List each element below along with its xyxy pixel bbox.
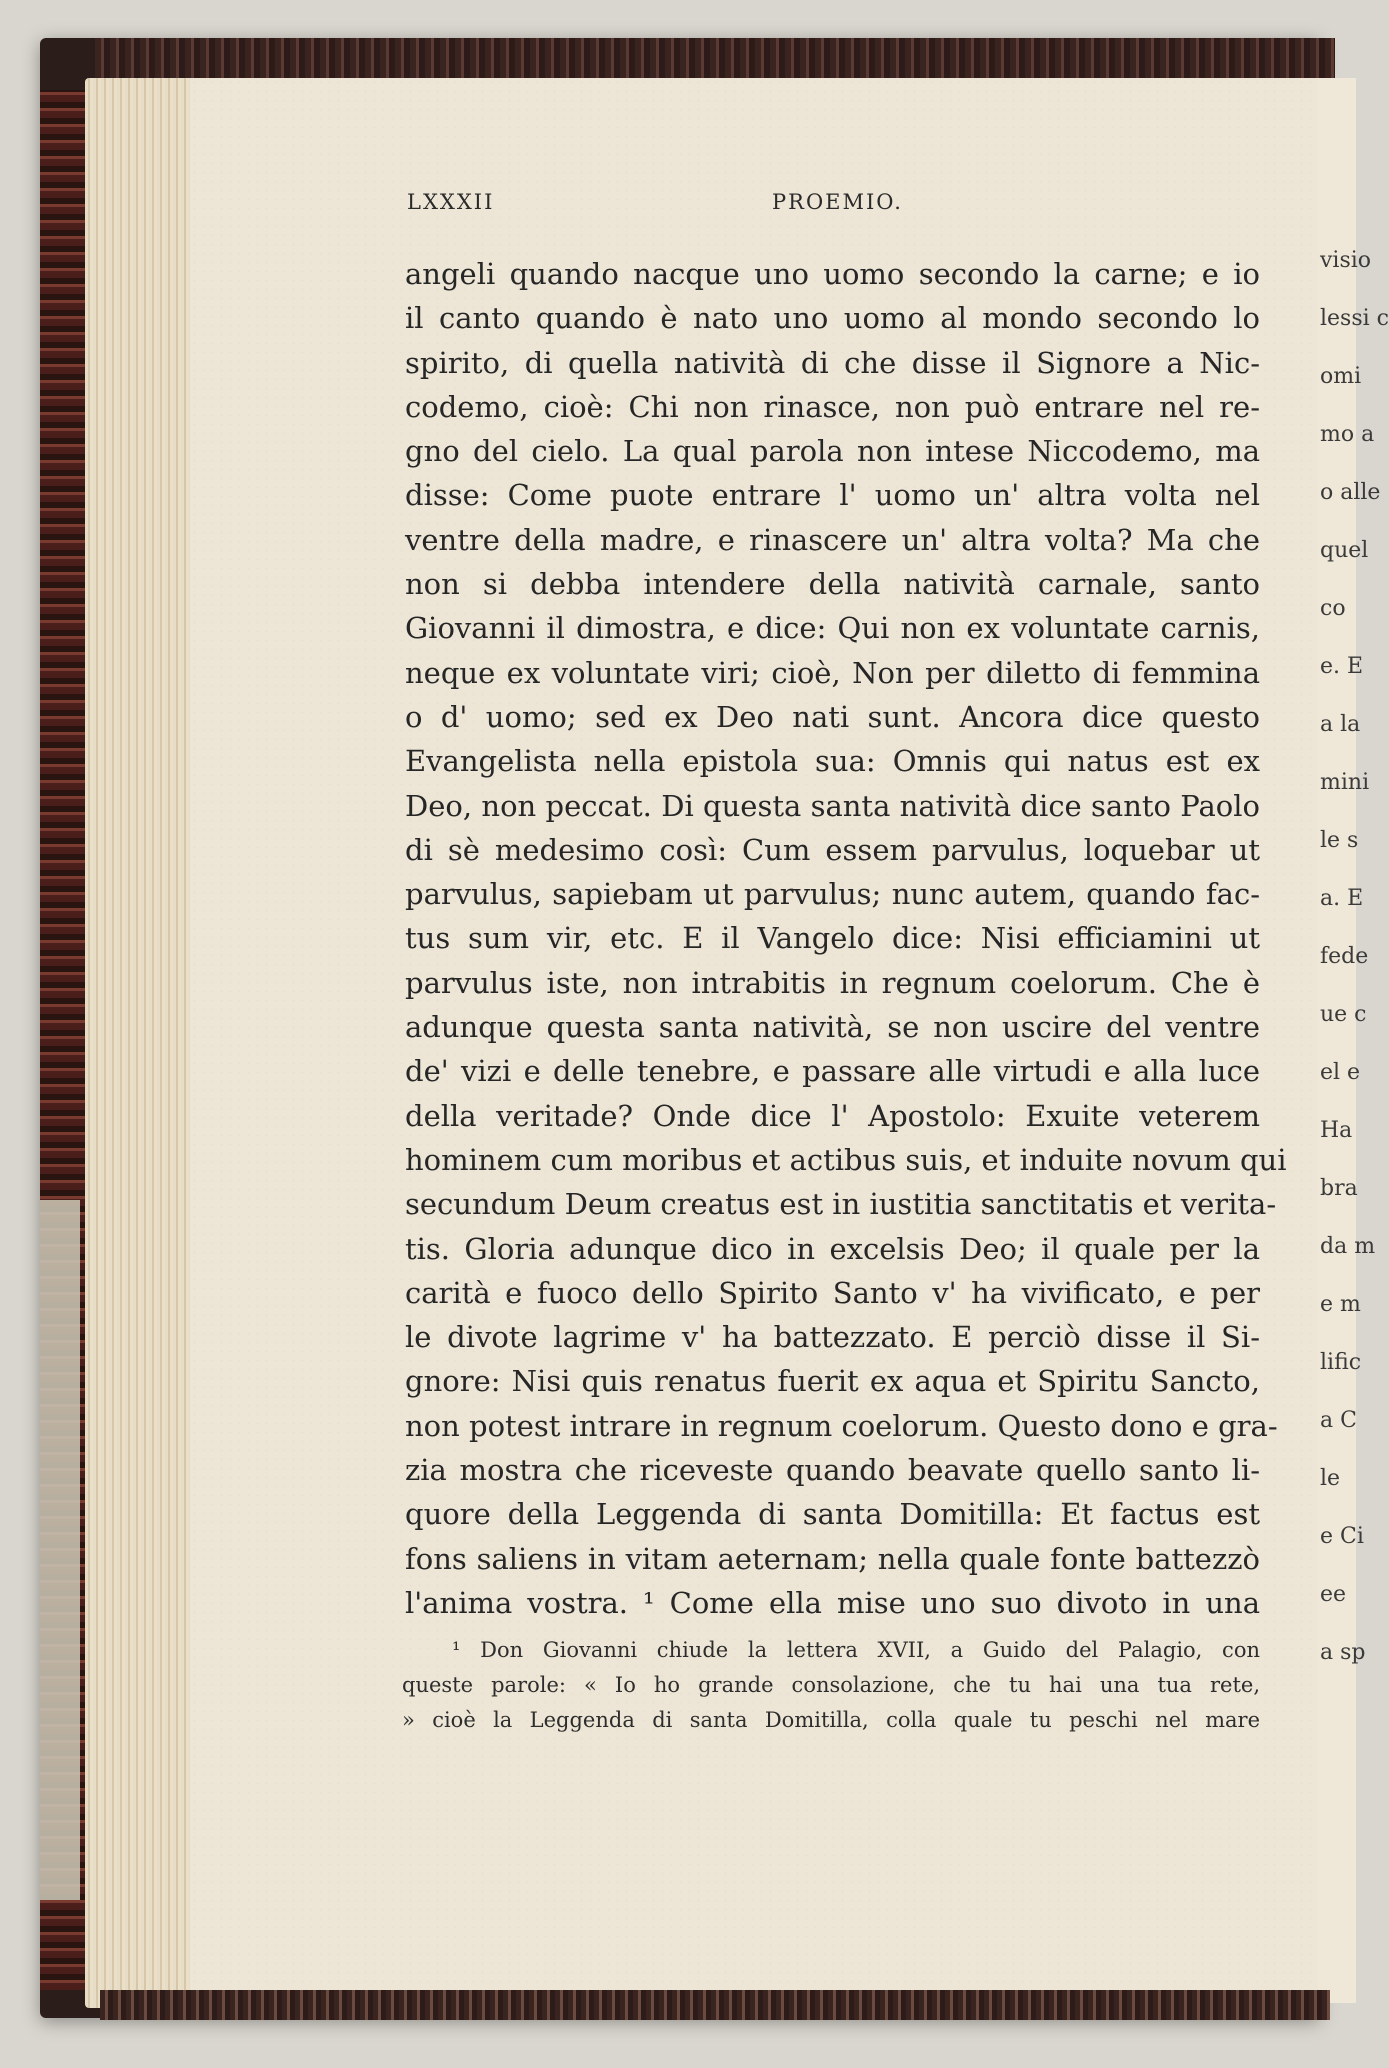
next-page-fragment: mini <box>1320 770 1370 795</box>
next-page-fragment: omi <box>1320 364 1362 389</box>
text-line: neque ex voluntate viri; cioè, Non per diletto di femmina <box>405 655 1260 690</box>
next-page-fragment: da m <box>1320 1234 1376 1259</box>
next-page-fragment: ue c <box>1320 1002 1367 1027</box>
body-text <box>405 252 1287 1625</box>
page-number: LXXXII <box>407 190 495 214</box>
text-line: non si debba intendere della natività carnale, santo <box>405 567 1260 602</box>
next-page-sliver <box>1318 78 1389 2003</box>
next-page-fragment: mo a <box>1320 422 1375 447</box>
running-title: PROEMIO. <box>772 190 903 214</box>
text-line: il canto quando è nato uno uomo al mondo secondo lo <box>405 301 1260 336</box>
next-page-fragment: e m <box>1320 1292 1361 1317</box>
text-line: o d' uomo; sed ex Deo nati sunt. Ancora dice questo <box>405 699 1260 734</box>
text-line: de' vizi e delle tenebre, e passare alle virtudi e alla luce <box>405 1054 1260 1089</box>
cover-bottom-edge <box>100 1990 1330 2020</box>
next-page-fragment: le <box>1320 1466 1341 1491</box>
text-line: parvulus, sapiebam ut parvulus; nunc autem, quando fac- <box>405 877 1260 912</box>
next-page-fragment: a sp <box>1320 1640 1366 1665</box>
next-page-fragment: a. E <box>1320 886 1364 911</box>
text-line: Giovanni il dimostra, e dice: Qui non ex voluntate carnis, <box>405 611 1260 646</box>
text-line: zia mostra che riceveste quando beavate quello santo li- <box>405 1453 1260 1488</box>
next-page-fragment: quel <box>1320 538 1369 563</box>
text-line: fons saliens in vitam aeternam; nella quale fonte battezzò <box>405 1541 1260 1576</box>
next-page-fragment: Ha <box>1320 1118 1353 1143</box>
next-page-fragment: e. E <box>1320 654 1364 679</box>
text-line: ventre della madre, e rinascere un' altra volta? Ma che <box>405 522 1260 557</box>
next-page-fragment: ee <box>1320 1582 1347 1607</box>
next-page-fragment: fede <box>1320 944 1369 969</box>
next-page-fragment: o alle <box>1320 480 1381 505</box>
text-line: quore della Leggenda di santa Domitilla: Et factus est <box>405 1497 1260 1532</box>
text-line: angeli quando nacque uno uomo secondo la carne; e io <box>405 257 1260 291</box>
text-line: carità e fuoco dello Spirito Santo v' ha vivificato, e per <box>405 1275 1260 1310</box>
next-page-fragment: el e <box>1320 1060 1361 1085</box>
text-line: l'anima vostra. ¹ Come ella mise uno suo divoto in una <box>405 1585 1260 1620</box>
text-line: disse: Come puote entrare l' uomo un' altra volta nel <box>405 478 1260 513</box>
text-line: tus sum vir, etc. E il Vangelo dice: Nisi efficiamini ut <box>405 921 1260 956</box>
text-line: adunque questa santa natività, se non uscire del ventre <box>405 1010 1260 1045</box>
next-page-fragment: a C <box>1320 1408 1357 1433</box>
footnote-line: queste parole: « Io ho grande consolazione, che tu hai una tua rete, <box>402 1673 1260 1697</box>
next-page-fragment: le s <box>1320 828 1359 853</box>
text-line: Evangelista nella epistola sua: Omnis qui natus est ex <box>405 744 1260 779</box>
next-page-fragment: bra <box>1320 1176 1358 1201</box>
spine-paper-patch <box>40 1200 80 1900</box>
text-line: della veritade? Onde dice l' Apostolo: Exuite veterem <box>405 1098 1260 1133</box>
text-line: tis. Gloria adunque dico in excelsis Deo; il quale per la <box>405 1231 1260 1266</box>
footnote-line: » cioè la Leggenda di santa Domitilla, colla quale tu peschi nel mare <box>402 1708 1260 1732</box>
next-page-fragment: co <box>1320 596 1346 621</box>
next-page-fragment: e Ci <box>1320 1524 1364 1549</box>
text-line: le divote lagrime v' ha battezzato. E perciò disse il Si- <box>405 1320 1260 1355</box>
page-header <box>407 190 1257 220</box>
next-page-fragment: lific <box>1320 1350 1362 1375</box>
text-line: parvulus iste, non intrabitis in regnum coelorum. Che è <box>405 965 1260 1000</box>
text-line: non potest intrare in regnum coelorum. Questo dono e gra- <box>405 1408 1278 1443</box>
next-page-fragment: lessi c <box>1320 306 1389 331</box>
text-line: gno del cielo. La qual parola non intese Niccodemo, ma <box>405 434 1260 469</box>
footnote <box>402 1633 1260 1738</box>
page-edges <box>85 78 195 2008</box>
text-line: gnore: Nisi quis renatus fuerit ex aqua et Spiritu Sancto, <box>405 1364 1260 1399</box>
next-page-fragment: visio <box>1320 248 1372 273</box>
text-line: spirito, di quella natività di che disse il Signore a Nic- <box>405 345 1260 380</box>
text-line: hominem cum moribus et actibus suis, et induite novum qui <box>405 1142 1287 1177</box>
text-line: di sè medesimo così: Cum essem parvulus, loquebar ut <box>405 832 1260 867</box>
text-line: secundum Deum creatus est in iustitia sanctitatis et verita- <box>405 1187 1277 1222</box>
next-page-fragment: a la <box>1320 712 1361 737</box>
text-line: codemo, cioè: Chi non rinasce, non può entrare nel re- <box>405 389 1260 424</box>
text-line: Deo, non peccat. Di questa santa natività dice santo Paolo <box>405 788 1260 823</box>
footnote-line: ¹ Don Giovanni chiude la lettera XVII, a Guido del Palagio, con <box>452 1638 1260 1662</box>
